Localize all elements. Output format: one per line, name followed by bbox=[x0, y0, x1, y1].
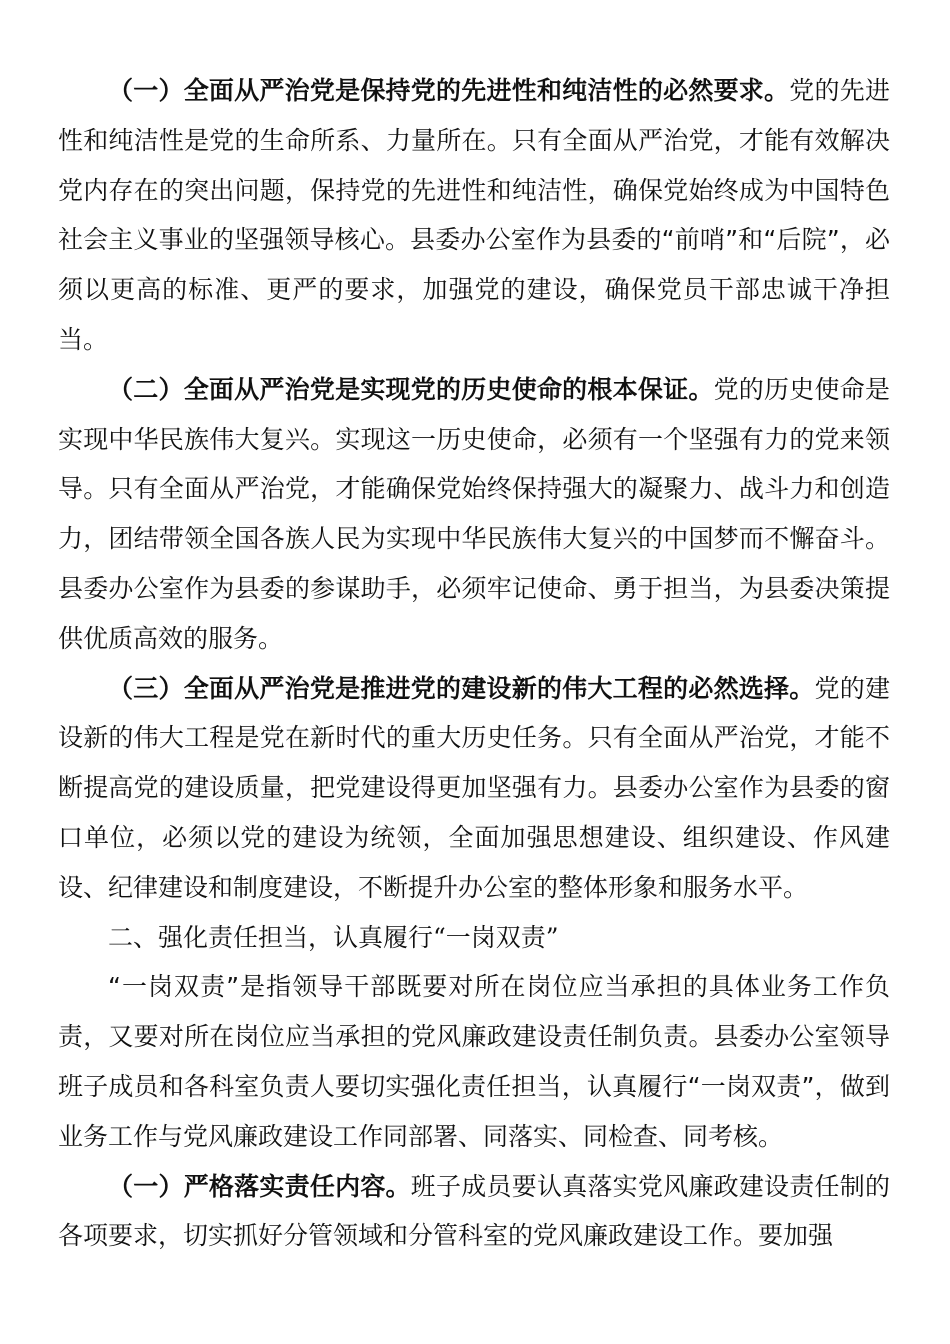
paragraph-1 bbox=[58, 66, 890, 365]
paragraph-3 bbox=[58, 664, 890, 913]
paragraph-2-text: 党的历史使命是实现中华民族伟大复兴。实现这一历史使命，必须有一个坚强有力的党来领导。只有全面从严治党，才能确保党始终保持强大的凝聚力、战斗力和创造力，团结带领全国各族人民为实现中华民族伟大复兴的中国梦而不懈奋斗。县委办公室作为县委的参谋助手，必须牢记使命、勇于担当，为县委决策提供优质高效的服务。 bbox=[58, 374, 890, 653]
paragraph-2-lead: （二）全面从严治党是实现党的历史使命的根本保证。 bbox=[108, 374, 714, 404]
section-heading-2: 二、强化责任担当，认真履行“一岗双责” bbox=[108, 922, 559, 952]
paragraph-4 bbox=[58, 962, 890, 1161]
paragraph-5 bbox=[58, 1162, 890, 1262]
paragraph-2 bbox=[58, 365, 890, 664]
paragraph-3-lead: （三）全面从严治党是推进党的建设新的伟大工程的必然选择。 bbox=[108, 673, 815, 703]
paragraph-1-text: 党的先进性和纯洁性是党的生命所系、力量所在。只有全面从严治党，才能有效解决党内存在的突出问题，保持党的先进性和纯洁性，确保党始终成为中国特色社会主义事业的坚强领导核心。县委办公室作为县委的“前哨”和“后院”，必须以更高的标准、更严的要求，加强党的建设，确保党员干部忠诚干净担当。 bbox=[58, 76, 890, 354]
paragraph-1-lead: （一）全面从严治党是保持党的先进性和纯洁性的必然要求。 bbox=[108, 76, 790, 105]
paragraph-5-text: 班子成员要认真落实党风廉政建设责任制的各项要求，切实抓好分管领域和分管科室的党风廉政建设工作。要加强 bbox=[58, 1171, 890, 1251]
paragraph-5-lead: （一）严格落实责任内容。 bbox=[108, 1171, 411, 1201]
paragraph-4-text: “一岗双责”是指领导干部既要对所在岗位应当承担的具体业务工作负责，又要对所在岗位应当承担的党风廉政建设责任制负责。县委办公室领导班子成员和各科室负责人要切实强化责任担当，认真履行“一岗双责”，做到业务工作与党风廉政建设工作同部署、同落实、同检查、同考核。 bbox=[58, 972, 890, 1151]
document-body bbox=[58, 66, 890, 1261]
paragraph-3-text: 党的建设新的伟大工程是党在新时代的重大历史任务。只有全面从严治党，才能不断提高党的建设质量，把党建设得更加坚强有力。县委办公室作为县委的窗口单位，必须以党的建设为统领，全面加强思想建设、组织建设、作风建设、纪律建设和制度建设，不断提升办公室的整体形象和服务水平。 bbox=[58, 673, 890, 902]
